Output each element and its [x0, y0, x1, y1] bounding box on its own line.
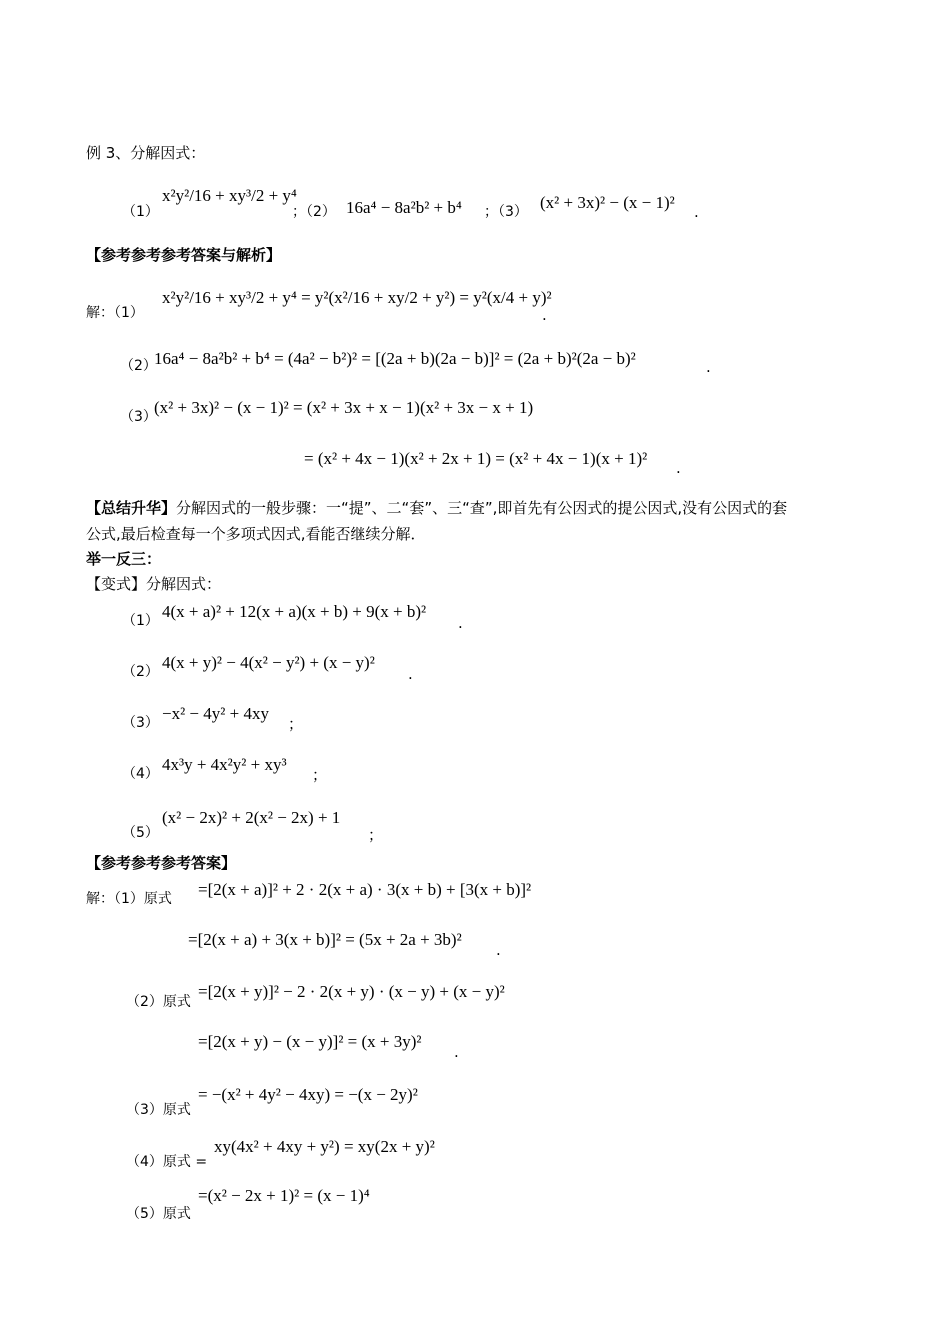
answer1-step3b: = (x² + 4x − 1)(x² + 2x + 1) = (x² + 4x − 1)(x + 1)² — [304, 449, 648, 468]
practice-item-5-end: ； — [368, 826, 384, 844]
answer2-a1b: =[2(x + a) + 3(x + b)]² = (5x + 2a + 3b)² — [188, 930, 462, 949]
answer2-heading: 【参考参考参考答案】 — [86, 854, 237, 872]
practice-item-1-label: （1） — [122, 613, 159, 629]
practice-item-1-end: . — [458, 614, 463, 632]
practice-item-3-math: −x² − 4y² + 4xy — [162, 704, 269, 723]
answer2-a3: = −(x² + 4y² − 4xy) = −(x − 2y)² — [198, 1085, 418, 1104]
answer1-step2-end: . — [706, 358, 711, 376]
practice-item-5-label: （5） — [122, 825, 159, 841]
summary-text2: 公式,最后检查每一个多项式因式,看能否继续分解． — [86, 525, 426, 543]
answer2-a1a: =[2(x + a)]² + 2 · 2(x + a) · 3(x + b) + [3(x + b)]² — [198, 880, 532, 899]
answer1-sol-label: 解：（1） — [86, 305, 144, 321]
answer1-step3-label: （3） — [120, 409, 157, 425]
example-title: 例 3、分解因式： — [86, 144, 206, 162]
answer2-a4-label: （4）原式 = — [126, 1154, 208, 1170]
summary-text1: 分解因式的一般步骤：一“提”、二“套”、三“查”,即首先有公因式的提公因式,没有公因式的套 — [176, 499, 788, 517]
summary-head: 【总结升华】 — [86, 499, 177, 517]
answer2-sol-label: 解：（1）原式 — [86, 891, 172, 907]
example-p1-math: x²y²/16 + xy³/2 + y⁴ — [162, 186, 297, 205]
practice-item-3-end: ； — [288, 715, 304, 733]
example-sep1: ；（2） — [292, 204, 336, 220]
practice-heading: 举一反三： — [86, 550, 162, 568]
practice-item-4-end: ； — [312, 766, 328, 784]
example-p3-math: (x² + 3x)² − (x − 1)² — [540, 193, 675, 212]
answer1-heading: 【参考参考参考答案与解析】 — [86, 246, 282, 264]
answer1-step3a: (x² + 3x)² − (x − 1)² = (x² + 3x + x − 1)(x² + 3x − x + 1) — [154, 398, 534, 417]
answer2-a5: =(x² − 2x + 1)² = (x − 1)⁴ — [198, 1186, 370, 1205]
answer2-a4: xy(4x² + 4xy + y²) = xy(2x + y)² — [214, 1137, 435, 1156]
answer2-a5-label: （5）原式 — [126, 1206, 191, 1222]
answer2-a1-end: . — [496, 941, 501, 959]
practice-item-2-end: . — [408, 665, 413, 683]
answer2-a2b: =[2(x + y) − (x − y)]² = (x + 3y)² — [198, 1032, 422, 1051]
practice-item-4-label: （4） — [122, 766, 159, 782]
practice-item-1-math: 4(x + a)² + 12(x + a)(x + b) + 9(x + b)² — [162, 602, 427, 621]
practice-item-3-label: （3） — [122, 715, 159, 731]
answer2-a2-end: . — [454, 1043, 459, 1061]
answer1-step1-end: . — [542, 306, 547, 324]
practice-item-4-math: 4x³y + 4x²y² + xy³ — [162, 755, 287, 774]
answer1-step3-end: . — [676, 459, 681, 477]
answer1-step2: 16a⁴ − 8a²b² + b⁴ = (4a² − b²)² = [(2a + b)(2a − b)]² = (2a + b)²(2a − b)² — [154, 349, 636, 368]
answer2-a2a: =[2(x + y)]² − 2 · 2(x + y) · (x − y) + (x − y)² — [198, 982, 505, 1001]
practice-item-2-label: （2） — [122, 664, 159, 680]
example-p1-label: （1） — [122, 204, 159, 220]
answer1-step2-label: （2） — [120, 358, 157, 374]
answer2-a2-label: （2）原式 — [126, 994, 191, 1010]
example-sep2: ；（3） — [484, 204, 528, 220]
answer1-step1: x²y²/16 + xy³/2 + y⁴ = y²(x²/16 + xy/2 + y²) = y²(x/4 + y)² — [162, 288, 552, 307]
example-p2-math: 16a⁴ − 8a²b² + b⁴ — [346, 198, 462, 217]
practice-variant: 【变式】分解因式： — [86, 575, 222, 593]
summary-line1 — [86, 498, 787, 518]
answer2-a3-label: （3）原式 — [126, 1102, 191, 1118]
practice-item-5-math: (x² − 2x)² + 2(x² − 2x) + 1 — [162, 808, 341, 827]
practice-item-2-math: 4(x + y)² − 4(x² − y²) + (x − y)² — [162, 653, 375, 672]
example-end: . — [694, 203, 699, 221]
